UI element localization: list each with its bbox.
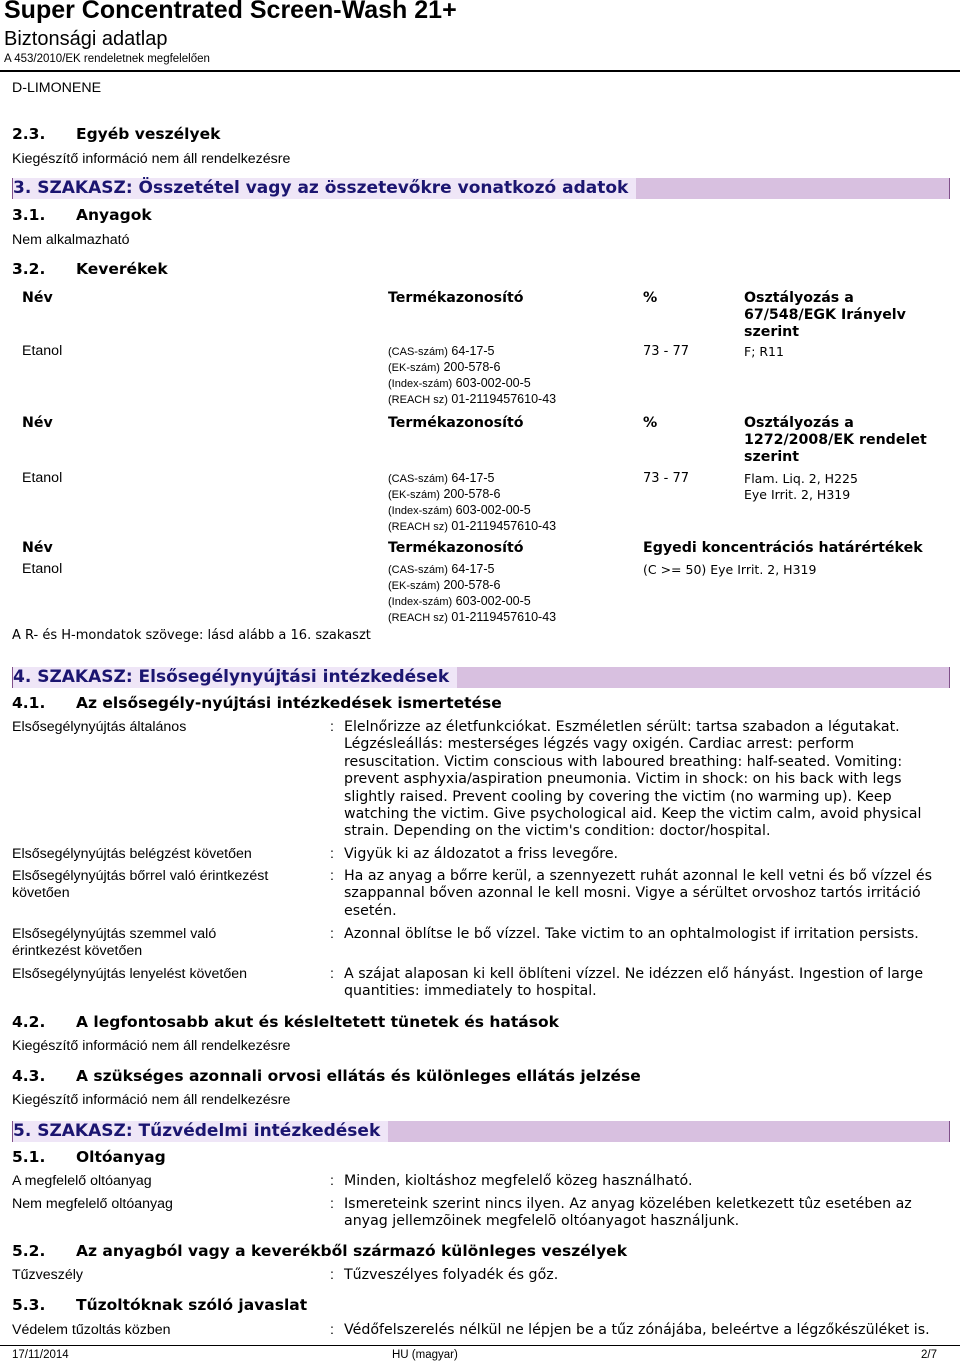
footer-rule	[0, 1345, 960, 1346]
section-3-bar	[12, 178, 950, 199]
regulation-line: A 453/2010/EK rendeletnek megfelelően	[4, 53, 210, 65]
row-eye-label: Elsősegélynyújtás szemmel való érintkezést követően	[12, 926, 217, 960]
document-subtitle: Biztonsági adatlap	[4, 28, 168, 50]
row-firefighting-label: Védelem tűzoltás közben	[12, 1322, 171, 1338]
row-skin-value: Ha az anyag a bőrre kerül, a szennyezett ruhát azonnal le kell vetni és bő vízzel és szappannal bőven azonnal le kell mosni. Vigye a sérültet orvoshoz tartós irritáció esetén.	[344, 868, 932, 919]
t1-ids: (CAS-szám) 64-17-5 (EK-szám) 200-578-6 (Index-szám) 603-002-00-5 (REACH sz) 01-2119457610-43	[388, 344, 557, 406]
t3-name: Etanol	[22, 561, 63, 577]
heading-3-2: 3.2. Keverékek	[12, 260, 168, 278]
heading-2-3: 2.3. Egyéb veszélyek	[12, 125, 221, 143]
colon: :	[330, 926, 334, 942]
top-text: D-LIMONENE	[12, 80, 102, 96]
colon: :	[330, 1173, 334, 1189]
row-suitable-label: A megfelelő oltóanyag	[12, 1173, 152, 1189]
t2-ids: (CAS-szám) 64-17-5 (EK-szám) 200-578-6 (Index-szám) 603-002-00-5 (REACH sz) 01-2119457610-43	[388, 471, 557, 533]
section-5-bar	[12, 1121, 950, 1142]
text-3-1: Nem alkalmazható	[12, 232, 130, 248]
t2-cls: Flam. Liq. 2, H225 Eye Irrit. 2, H319	[744, 471, 858, 502]
footer-language: HU (magyar)	[392, 1349, 458, 1361]
t3-ids: (CAS-szám) 64-17-5 (EK-szám) 200-578-6 (Index-szám) 603-002-00-5 (REACH sz) 01-2119457610-43	[388, 562, 557, 624]
row-skin-label: Elsősegélynyújtás bőrrel való érintkezést követően	[12, 868, 269, 902]
text-4-2: Kiegészítő információ nem áll rendelkezésre	[12, 1038, 291, 1054]
heading-4-1: 4.1. Az elsősegély-nyújtási intézkedések ismertetése	[12, 694, 502, 712]
t1-name: Etanol	[22, 343, 63, 359]
t1-header-id: Termékazonosító	[388, 290, 524, 306]
row-inhalation-value: Vigyük ki az áldozatot a friss levegőre.	[344, 846, 619, 862]
t1-header-pct: %	[643, 290, 658, 306]
colon: :	[330, 846, 334, 862]
t3-conc: (C >= 50) Eye Irrit. 2, H319	[643, 562, 817, 577]
t3-header-name: Név	[22, 540, 53, 556]
row-suitable-value: Minden, kioltáshoz megfelelő közeg használható.	[344, 1173, 693, 1189]
t2-name: Etanol	[22, 470, 63, 486]
heading-4-2: 4.2. A legfontosabb akut és késleltetett tünetek és hatások	[12, 1013, 559, 1031]
row-unsuitable-value: Ismereteink szerint nincs ilyen. Az anyag közelében keletkezett tûz esetében az anyag jellemzõinek megfelelõ oltóanyagot használjunk.	[344, 1196, 912, 1230]
row-fire-hazard-value: Tűzveszélyes folyadék és gőz.	[344, 1267, 559, 1283]
t1-pct: 73 - 77	[643, 344, 690, 359]
row-general-value: Elelnőrizze az életfunkciókat. Eszméletlen sérült: tartsa szabadon a légutakat. Légzésleállás: mesterséges légzés vagy oxigén. Cardiac arrest: perform resuscitation. Victim conscious with laboured breathing: half-seated. Vomiting: prevent asphyxia/aspiration pneumonia. Victim in shock: on his back with legs slightly raised. Prevent cooling by covering the victim (no warming up). Keep watching the victim. Give psychological aid. Keep the victim calm, avoid physical strain. Depending on the victim's condition: doctor/hospital.	[344, 719, 922, 840]
t3-header-conc: Egyedi koncentrációs határértékek	[643, 540, 923, 556]
row-eye-value: Azonnal öblítse le bő vízzel. Take victim to an ophtalmologist if irritation persists.	[344, 926, 919, 942]
heading-3-1: 3.1. Anyagok	[12, 206, 152, 224]
footer-date: 17/11/2014	[12, 1349, 69, 1361]
row-fire-hazard-label: Tűzveszély	[12, 1267, 83, 1283]
t2-pct: 73 - 77	[643, 471, 690, 486]
row-ingestion-value: A szájat alaposan ki kell öblíteni vízzel. Ne idézzen elő hányást. Ingestion of large quantities: immediately to hospital.	[344, 966, 924, 1000]
footer-page: 2/7	[921, 1349, 937, 1361]
t1-cls: F; R11	[744, 344, 784, 359]
heading-5-1: 5.1. Oltóanyag	[12, 1148, 166, 1166]
section-5-title: 5. SZAKASZ: Tűzvédelmi intézkedések	[13, 1121, 388, 1142]
row-inhalation-label: Elsősegélynyújtás belégzést követően	[12, 846, 252, 862]
t2-header-id: Termékazonosító	[388, 415, 524, 431]
colon: :	[330, 1322, 334, 1338]
colon: :	[330, 1267, 334, 1283]
t1-header-cls: Osztályozás a 67/548/EGK Irányelv szerint	[744, 290, 906, 340]
text-2-3: Kiegészítő információ nem áll rendelkezésre	[12, 151, 291, 167]
section-4-title: 4. SZAKASZ: Elsősegélynyújtási intézkedések	[13, 667, 457, 688]
text-4-3: Kiegészítő információ nem áll rendelkezésre	[12, 1092, 291, 1108]
heading-5-3: 5.3. Tűzoltóknak szóló javaslat	[12, 1296, 308, 1314]
row-firefighting-value: Védőfelszerelés nélkül ne lépjen be a tűz zónájába, beleértve a légzőkészüléket is.	[344, 1322, 930, 1338]
header-rule	[0, 70, 960, 72]
row-general-label: Elsősegélynyújtás általános	[12, 719, 187, 735]
rh-note: A R- és H-mondatok szövege: lásd alább a 16. szakaszt	[12, 628, 371, 643]
t2-header-cls: Osztályozás a 1272/2008/EK rendelet szerint	[744, 415, 927, 465]
document-title: Super Concentrated Screen-Wash 21+	[4, 0, 457, 24]
colon: :	[330, 966, 334, 982]
row-ingestion-label: Elsősegélynyújtás lenyelést követően	[12, 966, 248, 982]
section-4-bar	[12, 667, 950, 688]
t1-header-name: Név	[22, 290, 53, 306]
section-3-title: 3. SZAKASZ: Összetétel vagy az összetevőkre vonatkozó adatok	[13, 178, 636, 199]
row-unsuitable-label: Nem megfelelő oltóanyag	[12, 1196, 173, 1212]
colon: :	[330, 1196, 334, 1212]
colon: :	[330, 868, 334, 884]
colon: :	[330, 719, 334, 735]
heading-4-3: 4.3. A szükséges azonnali orvosi ellátás és különleges ellátás jelzése	[12, 1067, 641, 1085]
t3-header-id: Termékazonosító	[388, 540, 524, 556]
t2-header-pct: %	[643, 415, 658, 431]
t2-header-name: Név	[22, 415, 53, 431]
heading-5-2: 5.2. Az anyagból vagy a keverékből származó különleges veszélyek	[12, 1242, 628, 1260]
